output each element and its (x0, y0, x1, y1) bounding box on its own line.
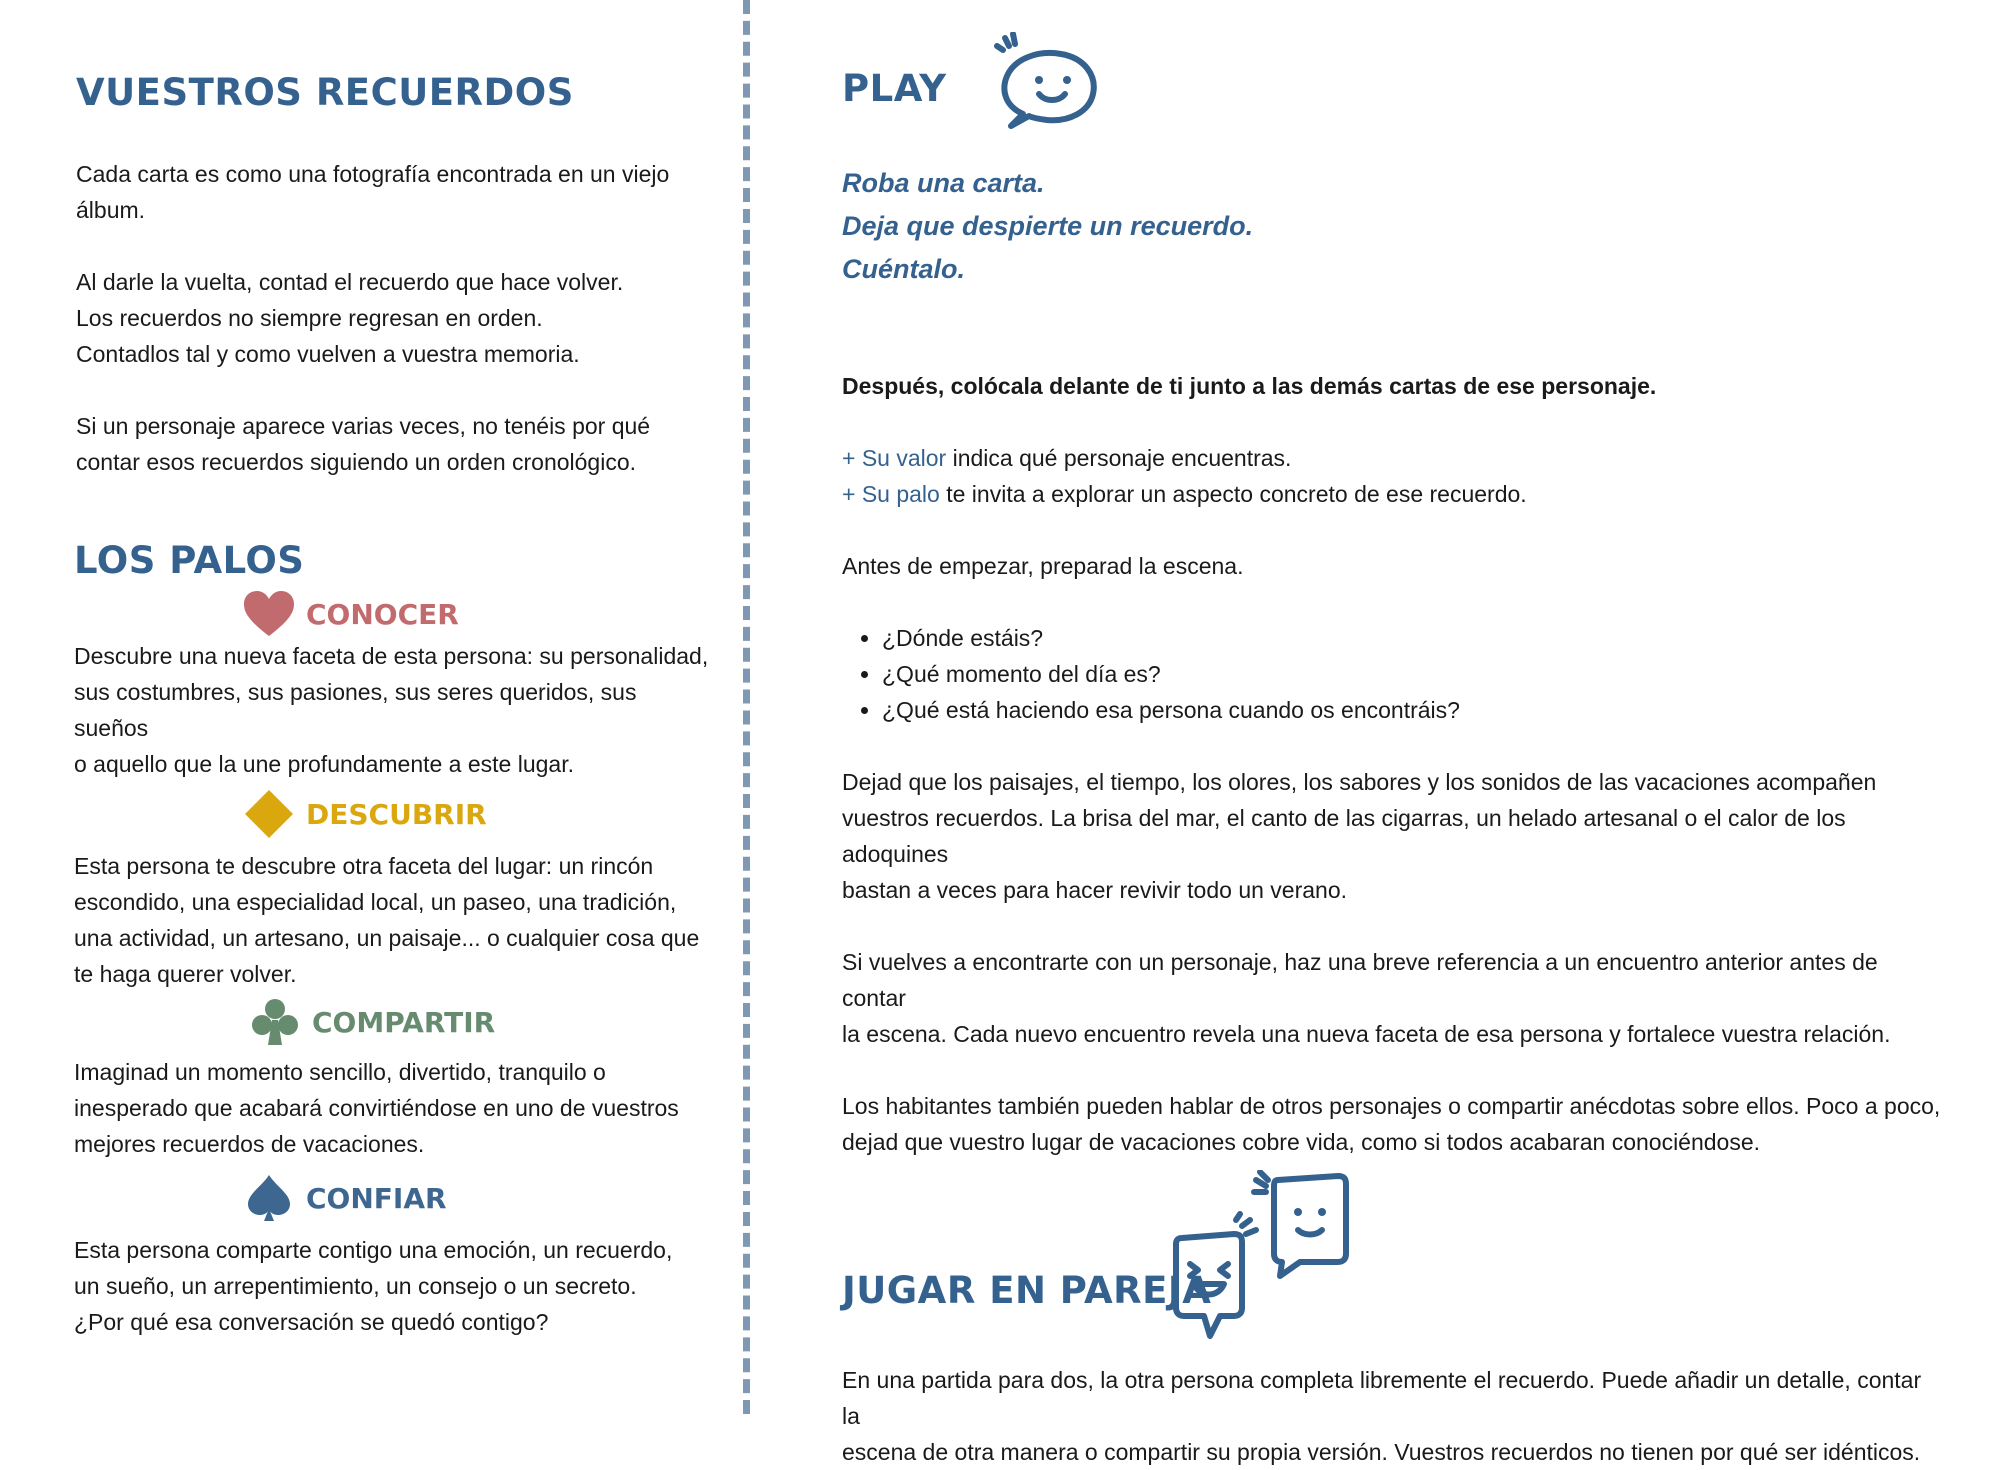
suits-title: LOS PALOS (74, 539, 305, 582)
pair-paragraph: En una partida para dos, la otra persona completa libremente el recuerdo. Puede añadir un detalle, contar la escena de otra manera o compartir su propia versión. Vuestros recuerdos no tienen por qué ser idénticos. (842, 1367, 1922, 1465)
value-key: + Su valor (842, 445, 947, 471)
suit-text-descubrir: Esta persona te descubre otra faceta del lugar: un rincón escondido, una especialidad local, un paseo, una tradición, una actividad, un artesano, un paisaje... o cualquier cosa que te haga querer volver. (74, 853, 700, 987)
suit-heading-conocer (242, 590, 716, 638)
suit-key: + Su palo (842, 481, 940, 507)
heart-icon (242, 590, 296, 638)
suit-label-conocer: CONOCER (306, 597, 459, 631)
suit-label-descubrir: DESCUBRIR (306, 797, 487, 831)
play-step: Cuéntalo. (842, 254, 966, 284)
left-column (76, 70, 716, 1340)
right-column (842, 60, 1942, 1470)
club-icon (248, 998, 302, 1046)
two-speech-bubbles-icon (1170, 1170, 1390, 1340)
list-item: • ¿Dónde estáis? (882, 620, 1942, 656)
spade-icon (242, 1174, 296, 1222)
pair-header (842, 1170, 1942, 1350)
suit-label-compartir: COMPARTIR (312, 1005, 496, 1039)
play-step: Roba una carta. (842, 168, 1045, 198)
suit-heading-compartir (248, 998, 716, 1046)
play-header (842, 60, 1942, 160)
speech-bubble-smile-icon (989, 32, 1109, 142)
suit-text-compartir: Imaginad un momento sencillo, divertido, tranquilo o inesperado que acabará convirtiéndose en uno de vuestros mejores recuerdos de vacaciones. (74, 1059, 679, 1157)
returning-character-paragraph: Si vuelves a encontrarte con un personaje, haz una breve referencia a un encuentro anterior antes de contar la escena. Cada nuevo encuentro revela una nueva faceta de esa persona y fortalece vuestra relación. (842, 949, 1891, 1047)
value-suit-explainer: + Su valor indica qué personaje encuentras. + Su palo te invita a explorar un aspecto concreto de ese recuerdo. (842, 445, 1527, 507)
pair-title: JUGAR EN PAREJA (842, 1269, 1212, 1312)
play-step: Deja que despierte un recuerdo. (842, 211, 1254, 241)
prepare-scene: Antes de empezar, preparad la escena. (842, 553, 1244, 579)
senses-paragraph: Dejad que los paisajes, el tiempo, los olores, los sabores y los sonidos de las vacaciones acompañen vuestros recuerdos. La brisa del mar, el canto de las cigarras, un helado artesanal o el calor de los adoquines bastan a veces para hacer revivir todo un verano. (842, 769, 1877, 903)
suit-text-conocer: Descubre una nueva faceta de esta persona: su personalidad, sus costumbres, sus pasiones, sus seres queridos, sus sueños o aquello que la une profundamente a este lugar. (74, 643, 709, 777)
play-steps (842, 162, 1942, 291)
memories-paragraph-2: Al darle la vuelta, contad el recuerdo que hace volver. Los recuerdos no siempre regresan en orden. Contadlos tal y como vuelven a vuestra memoria. (76, 269, 624, 367)
after-instruction: Después, colócala delante de ti junto a las demás cartas de ese personaje. (842, 373, 1657, 399)
list-item: • ¿Qué está haciendo esa persona cuando os encontráis? (882, 692, 1942, 728)
column-divider (743, 0, 750, 1414)
suit-heading-confiar (242, 1174, 716, 1222)
memories-paragraph-3: Si un personaje aparece varias veces, no tenéis por qué contar esos recuerdos siguiendo un orden cronológico. (76, 413, 651, 475)
suit-label-confiar: CONFIAR (306, 1181, 447, 1215)
diamond-icon (242, 790, 296, 838)
locals-paragraph: Los habitantes también pueden hablar de otros personajes o compartir anécdotas sobre ellos. Poco a poco, dejad que vuestro lugar de vacaciones cobre vida, como si todos acabaran conociéndose. (842, 1093, 1941, 1155)
list-item: • ¿Qué momento del día es? (882, 656, 1942, 692)
memories-paragraph-1: Cada carta es como una fotografía encontrada en un viejo álbum. (76, 161, 670, 223)
suit-heading-descubrir (242, 790, 716, 838)
memories-title: VUESTROS RECUERDOS (76, 71, 574, 114)
play-title: PLAY (842, 67, 947, 110)
suit-text-confiar: Esta persona comparte contigo una emoción, un recuerdo, un sueño, un arrepentimiento, un consejo o un secreto. ¿Por qué esa conversación se quedó contigo? (74, 1237, 673, 1335)
scene-questions (842, 620, 1942, 728)
